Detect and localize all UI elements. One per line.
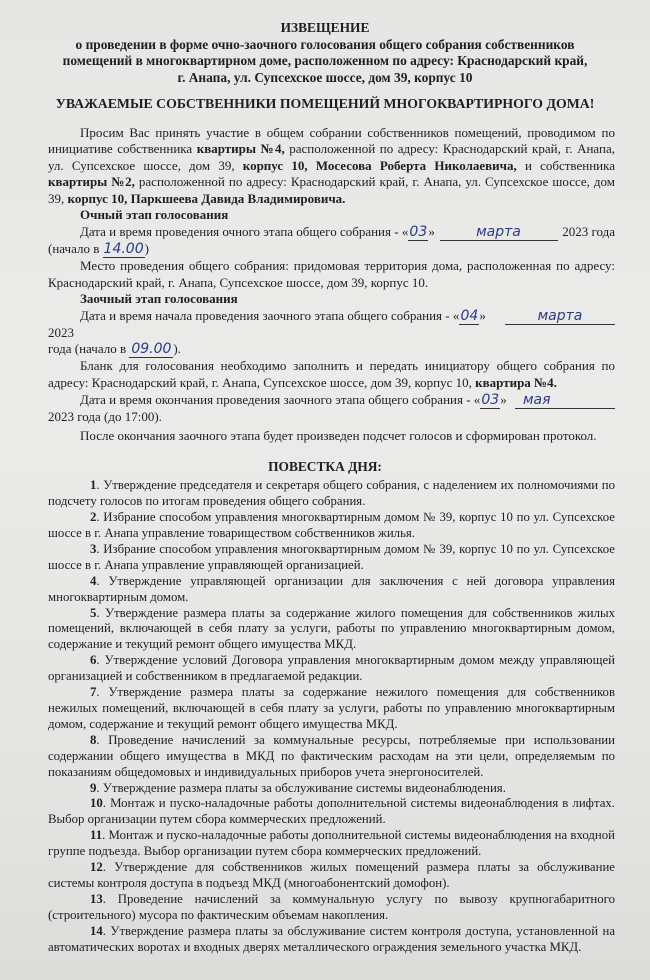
agenda-item-text: . Утверждение управляющей организации для заключения с ней договора управления многоквартирным домом. — [48, 573, 615, 604]
agenda-item-number: 7 — [90, 685, 97, 700]
agenda-item — [48, 653, 615, 685]
remote-end-month-field: мая — [515, 393, 615, 409]
agenda-item — [48, 860, 615, 892]
intro-apartment-2: квартиры №2, — [48, 174, 135, 190]
agenda-item — [48, 685, 615, 733]
agenda-item-text: . Монтаж и пуско-наладочные работы дополнительной системы видеонаблюдения на входной группе подъезда. Выбор организации путем сбора коммерческих предложений. — [48, 828, 615, 859]
agenda-item — [48, 574, 615, 606]
remote-start-time-field: 09.00 — [131, 341, 172, 358]
in-person-month-field: марта — [440, 225, 558, 241]
agenda-item — [48, 924, 615, 956]
remote-end-year: 2023 года (до 17:00). — [48, 408, 162, 424]
in-person-start-line — [48, 241, 615, 258]
in-person-heading: Очный этап голосования — [80, 207, 229, 223]
in-person-place-text: Место проведения общего собрания: придомовая территория дома, расположенная по адресу: Краснодарский край, г. Анапа, Супсехское шоссе, дом 39, корпус 10. — [48, 258, 615, 290]
agenda-item-number: 10 — [90, 796, 103, 811]
start-label: (начало в — [48, 241, 103, 257]
agenda-item — [48, 478, 615, 510]
intro-text: Просим Вас принять участие в общем собрании собственников помещений, проводимом по инициативе собственника — [48, 124, 615, 157]
initiator-2: корпус 10, Паркшеева Давида Владимировича. — [67, 190, 346, 206]
after-remote-text: После окончания заочного этапа будет произведен подсчет голосов и сформирован протокол. — [80, 428, 597, 444]
notice-subtitle-line-3: г. Анапа, ул. Супсехское шоссе, дом 39, корпус 10 — [177, 69, 473, 85]
agenda-item — [48, 542, 615, 574]
agenda-item-text: . Избрание способом управления многоквартирным домом № 39, корпус 10 по ул. Супсехское шоссе в г. Анапа управление товариществом собственников жилья. — [48, 510, 615, 541]
intro-paragraph — [48, 125, 615, 208]
after-remote-note — [48, 428, 615, 445]
greeting-heading: УВАЖАЕМЫЕ СОБСТВЕННИКИ ПОМЕЩЕНИЙ МНОГОКВАРТИРНОГО ДОМА! — [55, 96, 595, 111]
agenda-item-number: 9 — [90, 780, 97, 795]
notice-title: ИЗВЕЩЕНИЕ — [280, 20, 370, 35]
agenda-item-text: . Утверждение для собственников жилых помещений размера платы за обслуживание системы контроля доступа в подъезд МКД (многоабонентский домофон). — [48, 860, 615, 890]
agenda-item-number: 11 — [90, 828, 103, 843]
agenda-item-text: . Утверждение условий Договора управления многоквартирным домом между управляющей организацией и собственником в предлагаемой редакции. — [48, 653, 615, 684]
quote-mark: » — [428, 224, 435, 240]
in-person-place — [48, 258, 615, 291]
agenda-item — [48, 828, 615, 860]
agenda-item-text: . Утверждение председателя и секретаря общего собрания, с наделением их полномочиями по подсчету голосов по итогам проведения общего собрания. — [48, 478, 615, 509]
blank-text: Бланк для голосования необходимо заполнить и передать инициатору общего собрания по адресу: Краснодарский край, г. Анапа, Супсехское шоссе, дом 39, корпус 10, — [48, 358, 615, 391]
remote-start-day-field: 04 — [460, 307, 479, 324]
quote-mark: » — [479, 307, 486, 323]
remote-section — [48, 291, 615, 445]
intro-text: и собственника — [516, 157, 615, 173]
remote-end-day-field: 03 — [481, 391, 500, 408]
remote-end-label: Дата и время окончания проведения заочного этапа общего собрания - « — [80, 391, 481, 407]
paren-close: ). — [173, 341, 181, 357]
remote-start-line — [48, 308, 615, 342]
agenda-item-number: 8 — [90, 732, 97, 747]
agenda-item — [48, 892, 615, 924]
agenda-item-number: 3 — [90, 541, 97, 556]
quote-mark: » — [500, 391, 507, 407]
in-person-day-field: 03 — [409, 224, 428, 241]
agenda-item-number: 14 — [90, 923, 103, 938]
agenda-item — [48, 733, 615, 781]
in-person-date-label: Дата и время проведения очного этапа общего собрания - « — [80, 224, 409, 240]
agenda-item-text: . Монтаж и пуско-наладочные работы дополнительной системы видеонаблюдения в лифтах. Выбор организации путем сбора коммерческих предложений. — [48, 796, 615, 827]
blank-apartment: квартира №4. — [475, 375, 557, 391]
intro-apartment-4: квартиры №4, — [196, 141, 285, 157]
agenda-item-number: 13 — [90, 891, 103, 906]
agenda-item-number: 4 — [90, 573, 97, 588]
paren-close: ) — [144, 241, 149, 257]
start-label: года (начало в — [48, 341, 130, 357]
agenda-item — [48, 796, 615, 828]
agenda-item-number: 2 — [90, 510, 97, 525]
agenda-list — [48, 478, 615, 955]
remote-heading: Заочный этап голосования — [80, 291, 238, 307]
agenda-item-text: . Утверждение размера платы за содержание нежилого помещения для собственников нежилых помещений, включающей в себя плату за услуги, работы по управлению многоквартирным домом, содержание и текущий ремонт общего имущества МКД. — [48, 685, 615, 731]
agenda-item-number: 5 — [90, 605, 97, 620]
remote-end-line — [48, 392, 615, 409]
agenda-title: ПОВЕСТКА ДНЯ: — [268, 458, 382, 474]
in-person-year: 2023 года — [562, 224, 615, 240]
in-person-section — [48, 207, 615, 291]
agenda-item — [48, 781, 615, 797]
remote-start-label: Дата и время начала проведения заочного этапа общего собрания - « — [80, 307, 460, 323]
agenda-item-text: . Избрание способом управления многоквартирным домом № 39, корпус 10 по ул. Супсехское шоссе в г. Анапа управление управляющей организацией. — [48, 541, 615, 572]
agenda-item-number: 1 — [90, 478, 97, 493]
agenda-item-number: 6 — [90, 653, 97, 668]
in-person-start-time-field: 14.00 — [103, 241, 144, 258]
agenda-item — [48, 510, 615, 542]
remote-start-time-line — [48, 341, 615, 358]
remote-blank-instructions — [48, 358, 615, 391]
remote-start-month-field: марта — [505, 309, 615, 325]
in-person-date-line — [48, 224, 615, 241]
agenda-item-text: . Проведение начислений за коммунальные ресурсы, потребляемые при использовании содержании общего имущества в МКД по фактическим расходам на эти цели, определяемым по показаниям общедомовых и индивидуальных приборов учета энергоносителей. — [48, 732, 615, 779]
agenda-item-text: . Утверждение размера платы за обслуживание систем контроля доступа, установленной на автоматических воротах и входных дверях металлического ограждения земельного участка МКД. — [48, 923, 615, 954]
agenda-item-text: . Проведение начислений за коммунальную услугу по вывозу крупногабаритного (строительного) мусора по фактическим объемам накопления. — [48, 891, 615, 922]
intro-text: расположенной по адресу: Краснодарский край, г. Анапа, ул. Супсехское шоссе, дом 39, — [48, 174, 616, 206]
agenda-item-text: . Утверждение размера платы за обслуживание системы видеонаблюдения. — [96, 780, 506, 795]
agenda-item-number: 12 — [90, 860, 103, 875]
agenda-item — [48, 606, 615, 654]
intro-text: расположенной по адресу: Краснодарский край, г. Анапа, ул. Супсехское шоссе, дом 39, — [48, 141, 615, 173]
notice-subtitle-line-1: о проведении в форме очно-заочного голосования общего собрания собственников — [75, 36, 575, 52]
initiator-1: корпус 10, Мосесова Роберта Николаевича, — [242, 157, 517, 173]
remote-start-year: 2023 — [48, 324, 74, 340]
agenda-item-text: . Утверждение размера платы за содержание жилого помещения для собственников жилых помещений, включающей в себя плату за услуги, работы по управлению многоквартирным домом, содержание и текущий ремонт общего имущества МКД. — [48, 605, 615, 652]
notice-subtitle-line-2: помещений в многоквартирном доме, расположенном по адресу: Краснодарский край, — [62, 53, 588, 68]
